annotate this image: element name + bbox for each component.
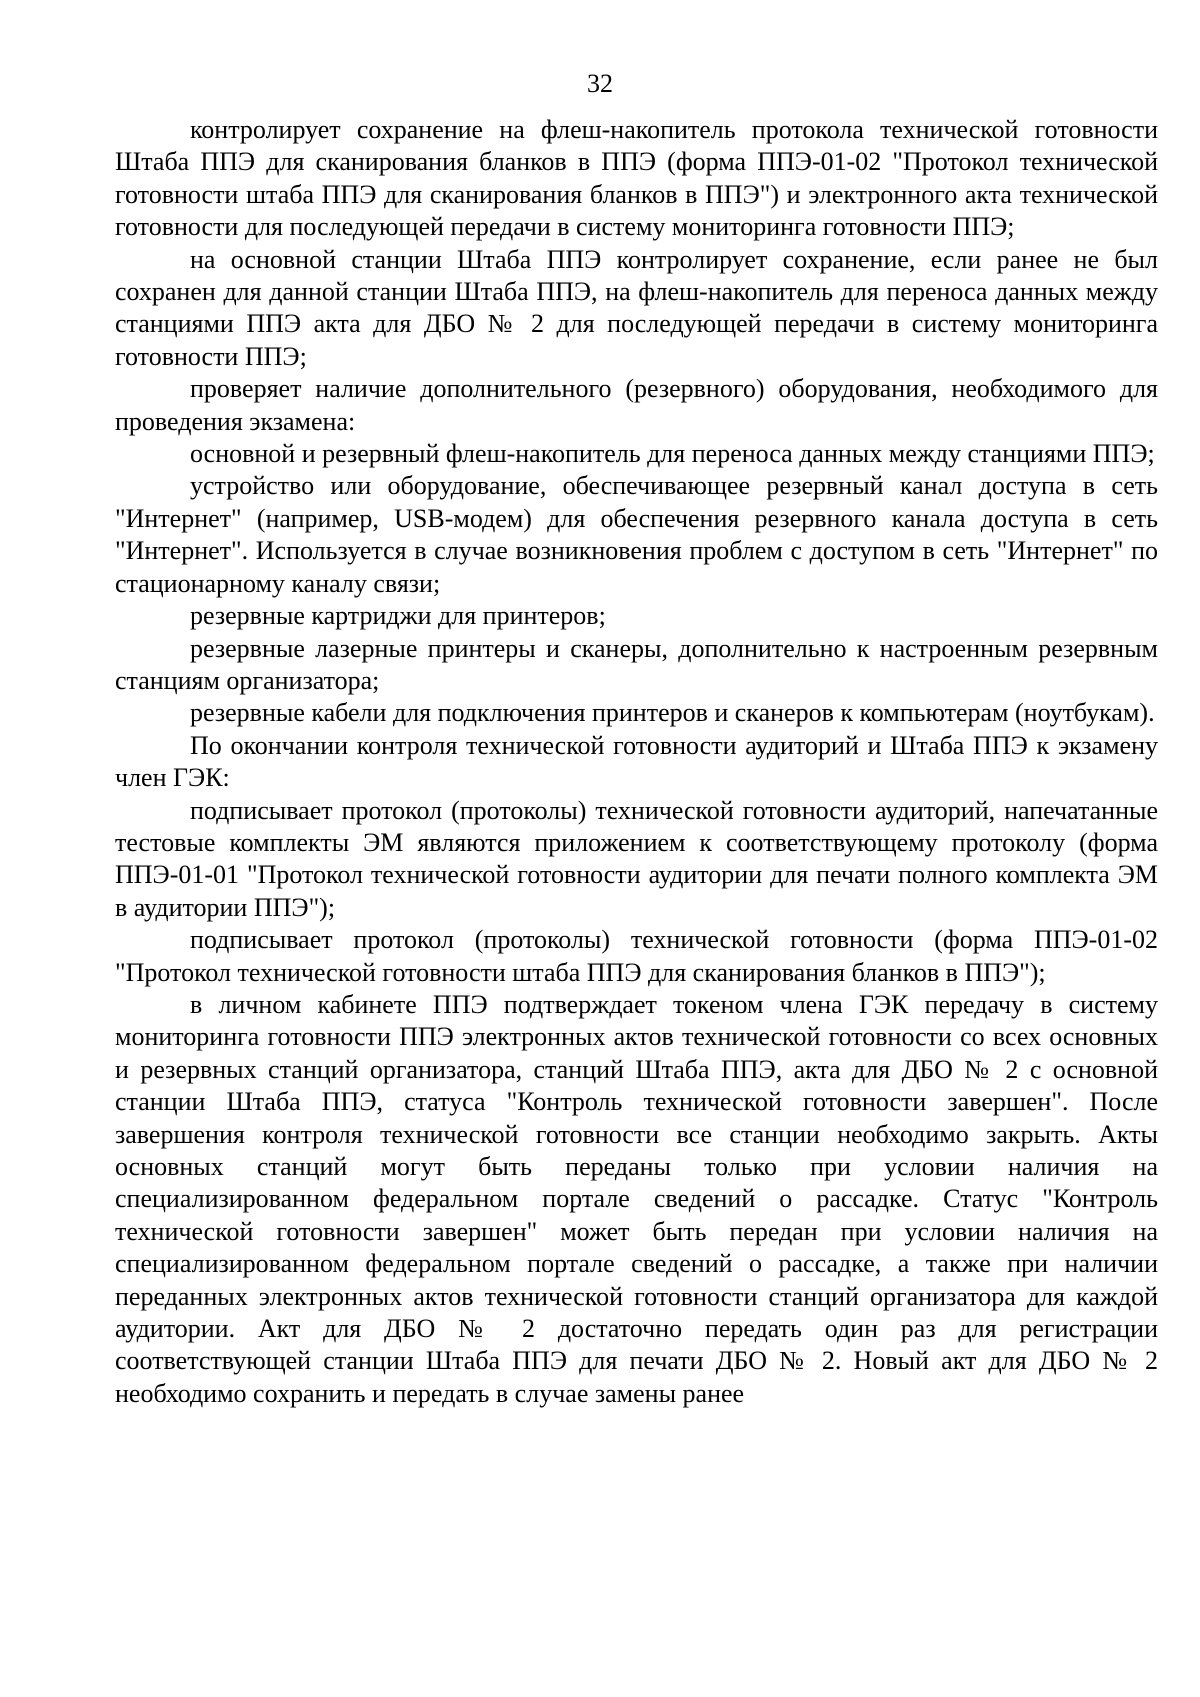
paragraph: устройство или оборудование, обеспечивающее резервный канал доступа в сеть "Интернет" (например, USB-модем) для обеспечения резервного канала доступа в сеть "Интернет". Используется в случае возникновения проблем с доступом в сеть "Интернет" по стационарному каналу связи; (115, 471, 1158, 598)
paragraph: проверяет наличие дополнительного (резервного) оборудования, необходимого для проведения экзамена: (115, 374, 1158, 436)
page-number: 32 (587, 69, 613, 98)
paragraph: По окончании контроля технической готовности аудиторий и Штаба ППЭ к экзамену член ГЭК: (115, 730, 1158, 793)
paragraph: подписывает протокол (протоколы) технической готовности (форма ППЭ-01-02 "Протокол технической готовности штаба ППЭ для сканирования бланков в ППЭ"); (115, 925, 1158, 987)
paragraph: резервные кабели для подключения принтеров и сканеров к компьютерам (ноутбукам). (190, 698, 1155, 728)
paragraph: основной и резервный флеш-накопитель для переноса данных между станциями ППЭ; (190, 439, 1155, 469)
paragraph: контролирует сохранение на флеш-накопитель протокола технической готовности Штаба ППЭ для сканирования бланков в ППЭ (форма ППЭ-01-02 "Протокол технической готовности штаба ППЭ для сканирования бланков в ППЭ") и электронного акта технической готовности для последующей передачи в систему мониторинга готовности ППЭ; (115, 115, 1158, 242)
paragraph: резервные лазерные принтеры и сканеры, дополнительно к настроенным резервным станциям организатора; (115, 633, 1158, 695)
document-body (115, 114, 1158, 1410)
paragraph: в личном кабинете ППЭ подтверждает токеном члена ГЭК передачу в систему мониторинга готовности ППЭ электронных актов технической готовности со всех основных и резервных станций организатора, станций Штаба ППЭ, акта для ДБО № 2 с основной станции Штаба ППЭ, статуса "Контроль технической готовности завершен". После завершения контроля технической готовности все станции необходимо закрыть. Акты основных станций могут быть переданы только при условии наличия на специализированном федеральном портале сведений о рассадке. Статус "Контроль технической готовности завершен" может быть передан при условии наличия на специализированном федеральном портале сведений о рассадке, а также при наличии переданных электронных актов технической готовности станций организатора для каждой аудитории. Акт для ДБО № 2 достаточно передать один раз для регистрации соответствующей станции Штаба ППЭ для печати ДБО № 2. Новый акт для ДБО № 2 необходимо сохранить и передать в случае замены ранее (115, 989, 1158, 1408)
paragraph: подписывает протокол (протоколы) технической готовности аудиторий, напечатанные тестовые комплекты ЭМ являются приложением к соответствующему протоколу (форма ППЭ-01-01 "Протокол технической готовности аудитории для печати полного комплекта ЭМ в аудитории ППЭ"); (115, 795, 1158, 922)
paragraph: на основной станции Штаба ППЭ контролирует сохранение, если ранее не был сохранен для данной станции Штаба ППЭ, на флеш-накопитель для переноса данных между станциями ППЭ акта для ДБО № 2 для последующей передачи в систему мониторинга готовности ППЭ; (115, 244, 1158, 371)
paragraph: резервные картриджи для принтеров; (190, 601, 606, 631)
